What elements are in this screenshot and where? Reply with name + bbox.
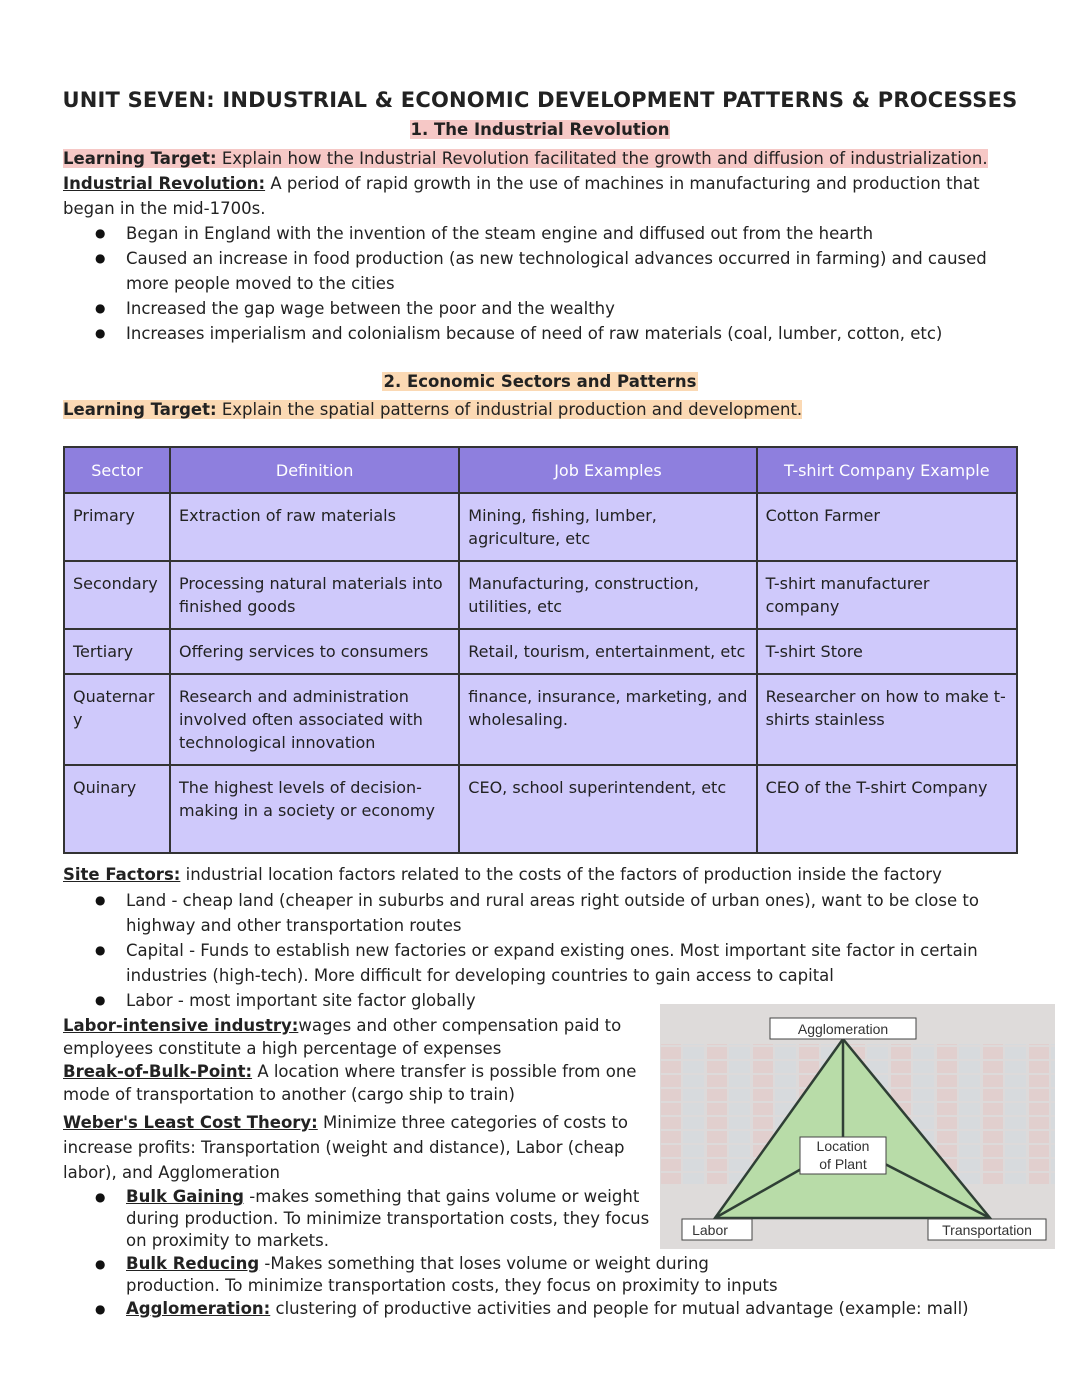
- list-item: ● Capital - Funds to establish new factories or expand existing ones. Most important site factor in certain industries (high-tech). More difficult for developing countries to gain access to capital: [63, 938, 1018, 988]
- weber-theory-definition: Weber's Least Cost Theory: Minimize three categories of costs to increase profits: Transportation (weight and distance), Labor (cheap labor), and Agglomeration: [63, 1113, 629, 1182]
- site-factors-definition: Site Factors: industrial location factors related to the costs of the factors of production inside the factory: [63, 865, 942, 884]
- table-cell: Quinary: [64, 765, 170, 853]
- list-item: ● Bulk Gaining -makes something that gains volume or weight during production. To minimize transportation costs, they focus on proximity to markets.: [63, 1186, 653, 1252]
- table-cell: T-shirt manufacturer company: [757, 561, 1017, 629]
- section-1-heading: 1. The Industrial Revolution: [410, 120, 670, 139]
- table-cell: Primary: [64, 493, 170, 561]
- table-cell: Processing natural materials into finished goods: [170, 561, 459, 629]
- agglomeration-label: Agglomeration: [797, 1021, 889, 1037]
- weber-triangle-diagram: [660, 1004, 1055, 1249]
- table-cell: CEO of the T-shirt Company: [757, 765, 1017, 853]
- table-cell: Mining, fishing, lumber, agriculture, etc: [459, 493, 756, 561]
- table-cell: CEO, school superintendent, etc: [459, 765, 756, 853]
- list-item: ● Labor - most important site factor globally: [63, 988, 1018, 1013]
- table-row: [64, 629, 1017, 674]
- column-header: T-shirt Company Example: [757, 447, 1017, 493]
- break-of-bulk-definition: Break-of-Bulk-Point: A location where transfer is possible from one mode of transportation to another (cargo ship to train): [63, 1062, 637, 1104]
- table-header-row: [64, 447, 1017, 493]
- list-item: ● Increased the gap wage between the poor and the wealthy: [63, 296, 1013, 321]
- table-cell: Offering services to consumers: [170, 629, 459, 674]
- labor-label: Labor: [692, 1222, 728, 1238]
- list-item: ● Caused an increase in food production (as new technological advances occurred in farming) and caused more people moved to the cities: [63, 246, 1013, 296]
- column-header: Sector: [64, 447, 170, 493]
- column-header: Definition: [170, 447, 459, 493]
- table-cell: Secondary: [64, 561, 170, 629]
- location-plant-label-1: Location: [816, 1138, 870, 1154]
- bulk-bullets: [63, 1186, 653, 1252]
- table-cell: Manufacturing, construction, utilities, etc: [459, 561, 756, 629]
- table-cell: Researcher on how to make t-shirts stainless: [757, 674, 1017, 765]
- list-item: ● Began in England with the invention of the steam engine and diffused out from the hearth: [63, 221, 1013, 246]
- list-item: ● Bulk Reducing -Makes something that loses volume or weight during production. To minimize transportation costs, they focus on proximity to inputs: [63, 1253, 1018, 1297]
- table-row: [64, 493, 1017, 561]
- site-factors-bullets: [63, 888, 1018, 1013]
- bulk-reducing-bullets: [63, 1253, 1018, 1321]
- table-cell: T-shirt Store: [757, 629, 1017, 674]
- labor-intensive-definition: Labor-intensive industry:wages and other compensation paid to employees constitute a high percentage of expenses: [63, 1016, 622, 1058]
- list-item: ● Agglomeration: clustering of productive activities and people for mutual advantage (example: mall): [63, 1297, 1018, 1321]
- table-cell: Retail, tourism, entertainment, etc: [459, 629, 756, 674]
- table-cell: Tertiary: [64, 629, 170, 674]
- industrial-revolution-bullets: [63, 221, 1013, 346]
- table-cell: Quaternary: [64, 674, 170, 765]
- table-cell: Research and administration involved often associated with technological innovation: [170, 674, 459, 765]
- table-row: [64, 674, 1017, 765]
- transportation-label: Transportation: [942, 1222, 1032, 1238]
- list-item: ● Land - cheap land (cheaper in suburbs and rural areas right outside of urban ones), want to be close to highway and other transportation routes: [63, 888, 1018, 938]
- section-2-heading: 2. Economic Sectors and Patterns: [383, 372, 697, 391]
- column-header: Job Examples: [459, 447, 756, 493]
- page-title: UNIT SEVEN: INDUSTRIAL & ECONOMIC DEVELOPMENT PATTERNS & PROCESSES: [62, 88, 1018, 112]
- location-plant-label-2: of Plant: [819, 1156, 867, 1172]
- industrial-revolution-definition: Industrial Revolution: A period of rapid growth in the use of machines in manufacturing and production that began in the mid-1700s.: [63, 174, 980, 218]
- table-cell: finance, insurance, marketing, and wholesaling.: [459, 674, 756, 765]
- table-cell: Cotton Farmer: [757, 493, 1017, 561]
- economic-sectors-table: [63, 446, 1018, 854]
- table-cell: The highest levels of decision-making in a society or economy: [170, 765, 459, 853]
- learning-target-2: Learning Target: Explain the spatial patterns of industrial production and development.: [63, 400, 803, 419]
- learning-target-1: Learning Target: Explain how the Industrial Revolution facilitated the growth and diffusion of industrialization.: [63, 149, 988, 168]
- table-row: [64, 561, 1017, 629]
- table-cell: Extraction of raw materials: [170, 493, 459, 561]
- table-row: [64, 765, 1017, 853]
- list-item: ● Increases imperialism and colonialism because of need of raw materials (coal, lumber, cotton, etc): [63, 321, 1013, 346]
